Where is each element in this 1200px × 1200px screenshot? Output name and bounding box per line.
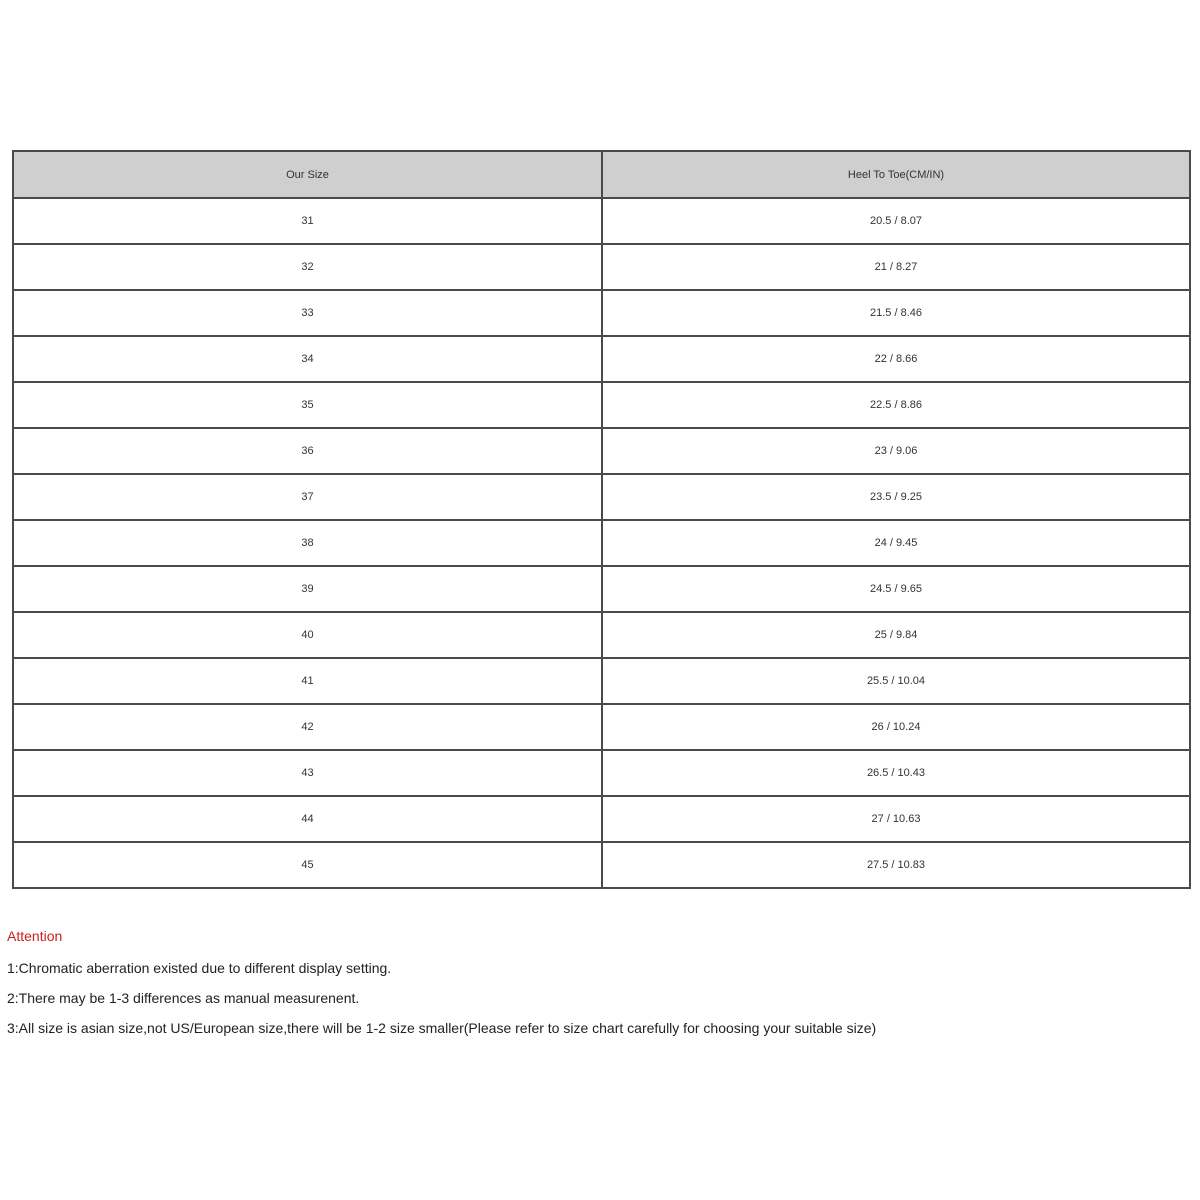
table-row bbox=[13, 290, 1190, 336]
length-cell: 23.5 / 9.25 bbox=[602, 474, 1190, 520]
size-cell: 37 bbox=[13, 474, 602, 520]
size-cell: 36 bbox=[13, 428, 602, 474]
table-row bbox=[13, 842, 1190, 888]
table-row bbox=[13, 474, 1190, 520]
table-row bbox=[13, 244, 1190, 290]
length-cell: 25 / 9.84 bbox=[602, 612, 1190, 658]
size-cell: 41 bbox=[13, 658, 602, 704]
table-row bbox=[13, 658, 1190, 704]
attention-note-3: 3:All size is asian size,not US/European size,there will be 1-2 size smaller(Please refer to size chart carefully for choosing your suitable size) bbox=[7, 1020, 877, 1036]
table-row bbox=[13, 566, 1190, 612]
size-cell: 35 bbox=[13, 382, 602, 428]
size-chart-table bbox=[12, 150, 1191, 889]
size-cell: 45 bbox=[13, 842, 602, 888]
attention-notes bbox=[7, 926, 1187, 1038]
length-cell: 20.5 / 8.07 bbox=[602, 198, 1190, 244]
length-cell: 24 / 9.45 bbox=[602, 520, 1190, 566]
size-cell: 40 bbox=[13, 612, 602, 658]
size-cell: 32 bbox=[13, 244, 602, 290]
length-cell: 23 / 9.06 bbox=[602, 428, 1190, 474]
length-cell: 22 / 8.66 bbox=[602, 336, 1190, 382]
attention-title: Attention bbox=[7, 928, 63, 944]
attention-note-2: 2:There may be 1-3 differences as manual measurenent. bbox=[7, 990, 360, 1006]
length-cell: 21 / 8.27 bbox=[602, 244, 1190, 290]
column-header-heel-to-toe: Heel To Toe(CM/IN) bbox=[602, 151, 1190, 198]
table-row bbox=[13, 428, 1190, 474]
size-cell: 43 bbox=[13, 750, 602, 796]
attention-note-1: 1:Chromatic aberration existed due to different display setting. bbox=[7, 960, 392, 976]
length-cell: 21.5 / 8.46 bbox=[602, 290, 1190, 336]
length-cell: 26 / 10.24 bbox=[602, 704, 1190, 750]
length-cell: 25.5 / 10.04 bbox=[602, 658, 1190, 704]
length-cell: 24.5 / 9.65 bbox=[602, 566, 1190, 612]
table-row bbox=[13, 704, 1190, 750]
table-row bbox=[13, 612, 1190, 658]
table-header-row bbox=[13, 151, 1190, 198]
table-row bbox=[13, 198, 1190, 244]
column-header-our-size: Our Size bbox=[13, 151, 602, 198]
length-cell: 27 / 10.63 bbox=[602, 796, 1190, 842]
size-cell: 33 bbox=[13, 290, 602, 336]
size-cell: 42 bbox=[13, 704, 602, 750]
table-row bbox=[13, 382, 1190, 428]
table-row bbox=[13, 796, 1190, 842]
size-cell: 34 bbox=[13, 336, 602, 382]
size-cell: 38 bbox=[13, 520, 602, 566]
table-row bbox=[13, 750, 1190, 796]
length-cell: 27.5 / 10.83 bbox=[602, 842, 1190, 888]
length-cell: 26.5 / 10.43 bbox=[602, 750, 1190, 796]
size-cell: 39 bbox=[13, 566, 602, 612]
size-cell: 44 bbox=[13, 796, 602, 842]
length-cell: 22.5 / 8.86 bbox=[602, 382, 1190, 428]
table-row bbox=[13, 520, 1190, 566]
table-row bbox=[13, 336, 1190, 382]
size-cell: 31 bbox=[13, 198, 602, 244]
